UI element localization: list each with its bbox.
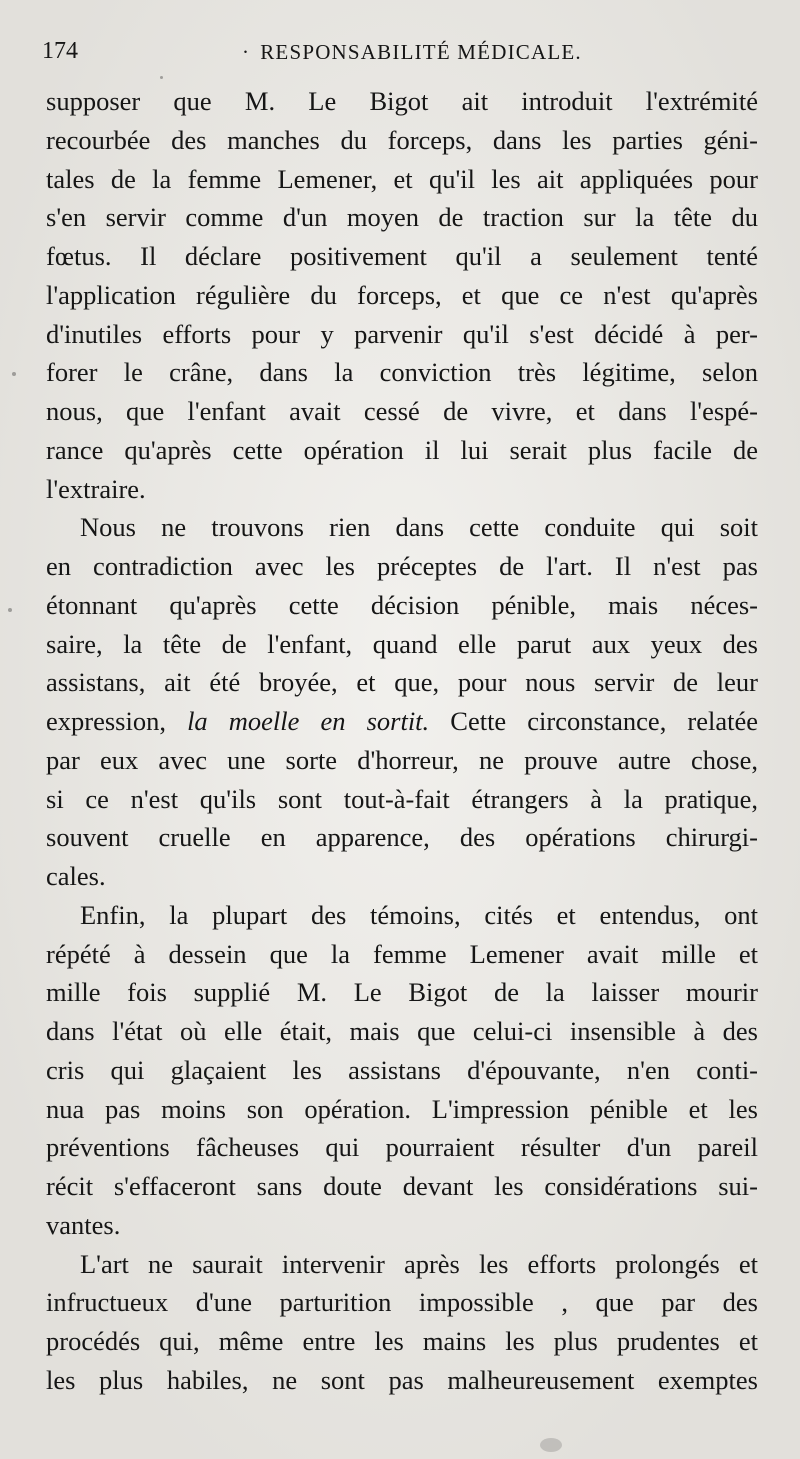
text-line: recourbée des manches du forceps, dans les parties géni- [46,124,758,155]
text-line: l'extraire. [46,473,146,504]
header-dot: · [242,40,251,64]
text-line: s'en servir comme d'un moyen de traction sur la tête du [46,202,758,233]
text-line: assistans, ait été broyée, et que, pour nous servir de leur [46,667,758,698]
text-segment: expression, [46,706,166,736]
text-line: souvent cruelle en apparence, des opérations chirurgi- [46,822,758,853]
paper-speck [540,1438,562,1452]
text-line: répété à dessein que la femme Lemener avait mille et [46,938,758,969]
text-line: Nous ne trouvons rien dans cette conduite qui soit [80,512,758,543]
text-line: l'application régulière du forceps, et que ce n'est qu'après [46,279,758,310]
paragraph-4 [46,1245,758,1400]
text-line-mixed [46,702,758,741]
paper-speck [12,372,16,376]
text-line: par eux avec une sorte d'horreur, ne prouve autre chose, [46,744,758,775]
running-head [242,40,582,65]
paragraph-2 [46,508,758,896]
text-line: rance qu'après cette opération il lui serait plus facile de [46,434,758,465]
text-line: saire, la tête de l'enfant, quand elle parut aux yeux des [46,628,758,659]
text-line: mille fois supplié M. Le Bigot de la laisser mourir [46,977,758,1008]
text-line: cris qui glaçaient les assistans d'épouvante, n'en conti- [46,1054,758,1085]
text-line: fœtus. Il déclare positivement qu'il a seulement tenté [46,241,758,271]
text-line: tales de la femme Lemener, et qu'il les ait appliquées pour [46,163,758,194]
text-line: procédés qui, même entre les mains les plus prudentes et [46,1326,758,1356]
paper-speck [8,608,12,612]
text-line: nua pas moins son opération. L'impression pénible et les [46,1093,758,1124]
text-line: dans l'état où elle était, mais que celui-ci insensible à des [46,1016,758,1046]
text-line: supposer que M. Le Bigot ait introduit l'extrémité [46,86,758,116]
text-line: si ce n'est qu'ils sont tout-à-fait étrangers à la pratique, [46,783,758,814]
text-line: infructueux d'une parturition impossible , que par des [46,1287,758,1318]
text-line: Enfin, la plupart des témoins, cités et entendus, ont [80,899,758,930]
paragraph-3 [46,896,758,1245]
text-line: étonnant qu'après cette décision pénible, mais néces- [46,589,758,620]
paragraph-1 [46,82,758,508]
text-line: L'art ne saurait intervenir après les efforts prolongés et [80,1248,758,1279]
body-text [46,82,758,1400]
text-line: vantes. [46,1209,121,1240]
text-line: en contradiction avec les préceptes de l'art. Il n'est pas [46,551,758,581]
page-number: 174 [42,38,78,64]
text-line: préventions fâcheuses qui pourraient résulter d'un pareil [46,1132,758,1163]
text-line: les plus habiles, ne sont pas malheureusement exemptes [46,1364,758,1395]
paper-speck [160,76,163,79]
text-line: forer le crâne, dans la conviction très légitime, selon [46,357,758,388]
text-line: récit s'effaceront sans doute devant les considérations sui- [46,1171,758,1201]
text-line: nous, que l'enfant avait cessé de vivre, et dans l'espé- [46,396,758,426]
running-head-text: RESPONSABILITÉ MÉDICALE. [260,40,582,64]
text-line: d'inutiles efforts pour y parvenir qu'il s'est décidé à per- [46,318,758,349]
text-segment: Cette circonstance, relatée [450,706,759,736]
italic-quote: la moelle en sortit. [187,706,430,736]
text-line: cales. [46,861,106,891]
page-header [42,38,762,74]
